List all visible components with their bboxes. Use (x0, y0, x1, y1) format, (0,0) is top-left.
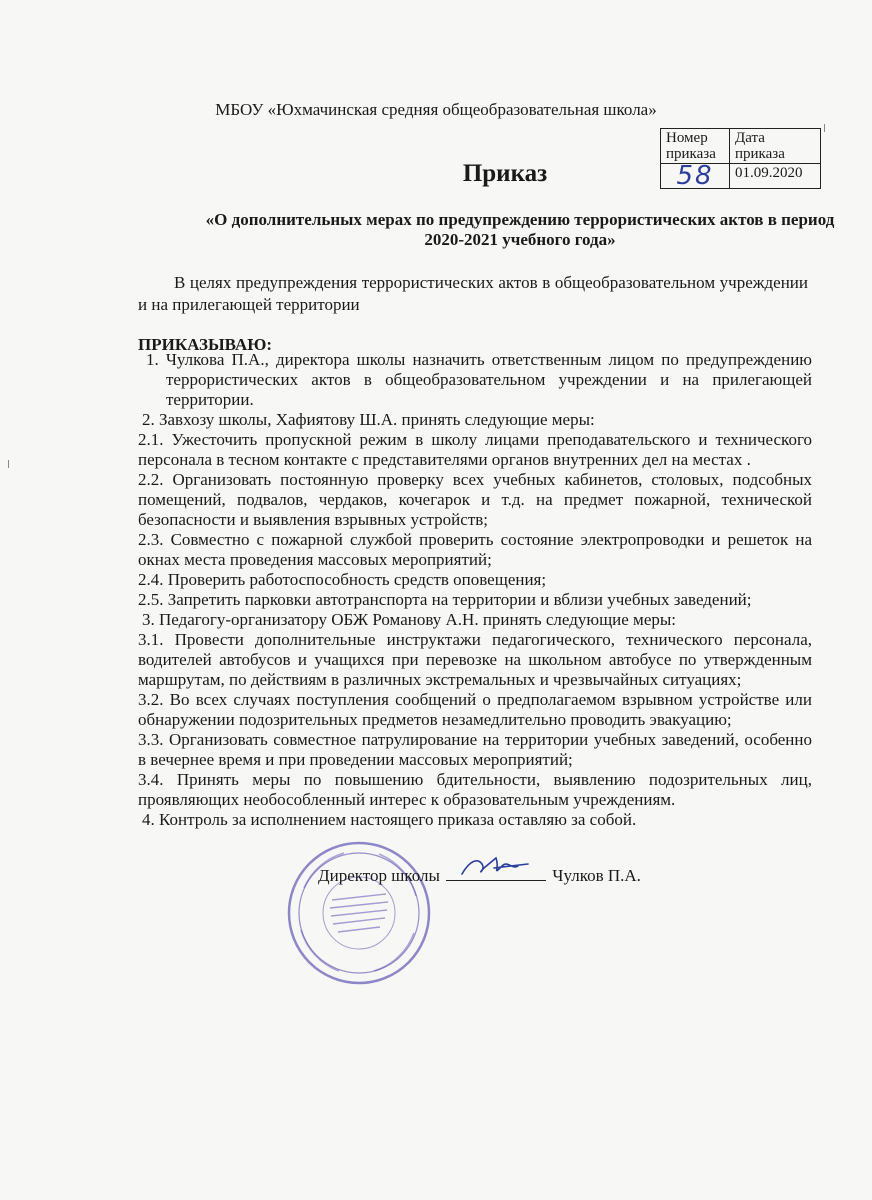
order-item: 2.4. Проверить работоспособность средств оповещения; (138, 570, 547, 589)
scan-mark (8, 460, 9, 468)
document-title: Приказ (462, 160, 548, 187)
order-item: 3.4. Принять меры по повышению бдительности, выявлению подозрительных лиц, проявляющих необособленный интерес к образовательным учреждениям. (138, 770, 812, 809)
signature-scribble-icon (456, 854, 536, 880)
document-subject: «О дополнительных мерах по предупреждению террористических актов в период 2020-2021 учебного года» (205, 210, 835, 249)
signatory-name: Чулков П.А. (552, 866, 641, 885)
order-date: 01.09.2020 (730, 164, 821, 189)
order-item: 3.2. Во всех случаях поступления сообщений о предполагаемом взрывном устройстве или обнаружении подозрительных предметов незамедлительно проводить эвакуацию; (138, 690, 812, 729)
order-item: 3. Педагогу-организатору ОБЖ Романову А.Н. принять следующие меры: (142, 610, 677, 629)
order-number: 58 (661, 164, 730, 189)
order-item: 2.1. Ужесточить пропускной режим в школу лицами преподавательского и технического персонала в тесном контакте с представителями органов внутренних дел на местах . (138, 430, 812, 469)
order-items (138, 350, 812, 830)
signatory-position: Директор школы (318, 866, 440, 885)
order-item: 4. Контроль за исполнением настоящего приказа оставляю за собой. (142, 810, 637, 829)
order-item: 2.2. Организовать постоянную проверку всех учебных кабинетов, столовых, подсобных помещений, подвалов, чердаков, кочегарок и т.д. на предмет пожарной, технической безопасности и выявления взрывных устройств; (138, 470, 812, 529)
order-item: 2.3. Совместно с пожарной службой проверить состояние электропроводки и решеток на окнах места проведения массовых мероприятий; (138, 530, 812, 569)
order-item: 3.1. Провести дополнительные инструктажи педагогического, технического персонала, водителей автобусов и учащихся при перевозке на школьном автобусе по утвержденным маршрутам, по действиям в различных экстремальных и чрезвычайных ситуациях; (138, 630, 812, 689)
intro-paragraph: В целях предупреждения террористических актов в общеобразовательном учреждении и на прилегающей территории (138, 273, 808, 314)
order-item: 1. Чулкова П.А., директора школы назначить ответственным лицом по предупреждению террористических актов в общеобразовательном учреждении и на прилегающей территории. (146, 350, 812, 409)
order-heading: ПРИКАЗЫВАЮ: (138, 335, 273, 354)
school-seal-stamp (284, 838, 434, 988)
signature-block (318, 866, 641, 886)
signature-line (446, 866, 546, 881)
scan-mark (824, 124, 825, 132)
order-date-header: Дата приказа (730, 129, 821, 164)
order-item: 3.3. Организовать совместное патрулирование на территории учебных заведений, особенно в вечернее время и при проведении массовых мероприятий; (138, 730, 812, 769)
order-number-header: Номер приказа (661, 129, 730, 164)
order-item: 2. Завхозу школы, Хафиятову Ш.А. принять следующие меры: (142, 410, 595, 429)
order-item: 2.5. Запретить парковки автотранспорта на территории и вблизи учебных заведений; (138, 590, 752, 609)
school-name: МБОУ «Юхмачинская средняя общеобразовательная школа» (215, 100, 657, 119)
